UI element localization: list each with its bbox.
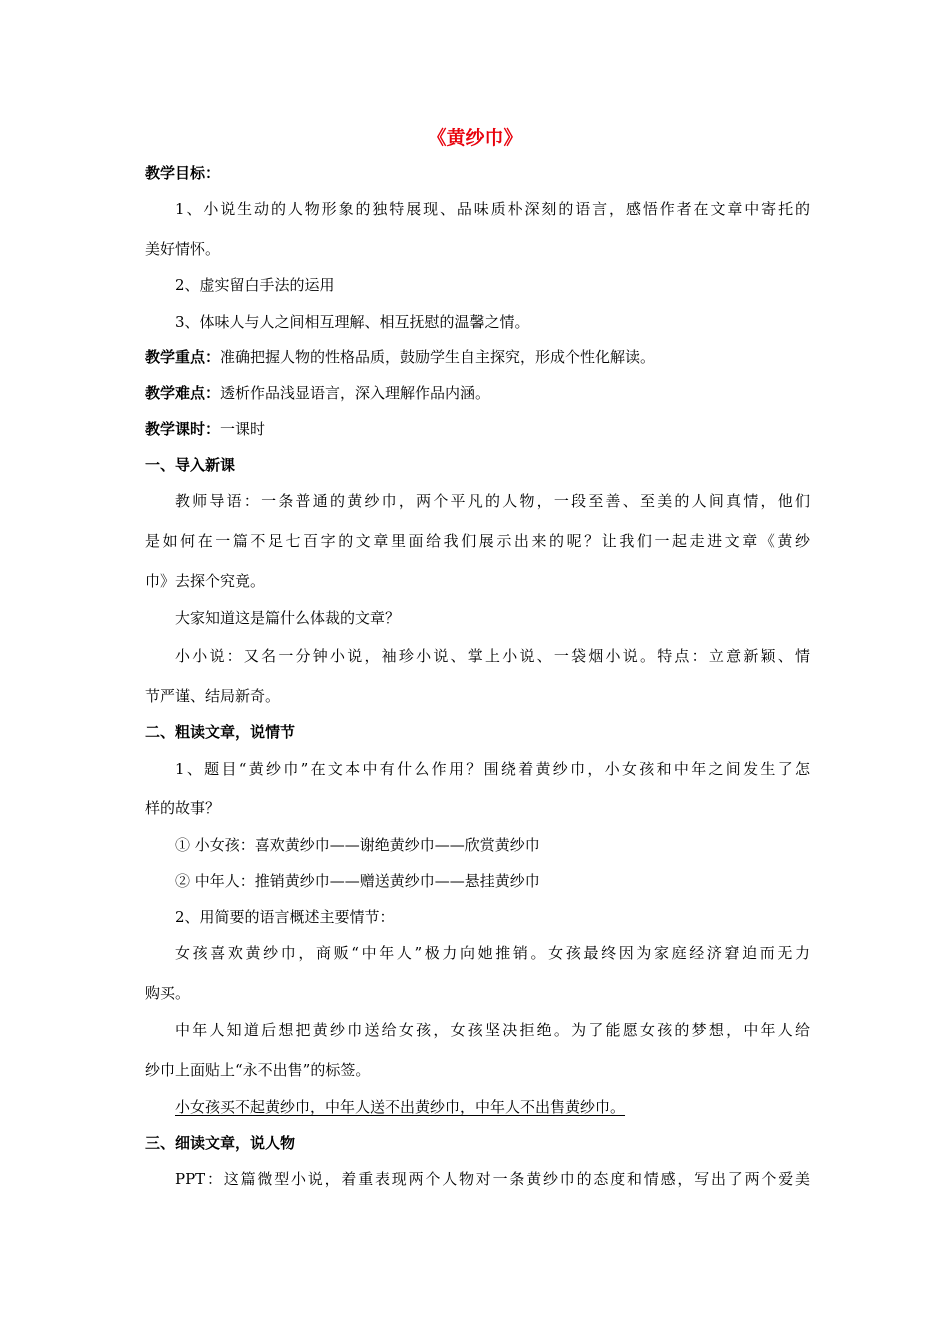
section-3-ppt-line-1: PPT：这篇微型小说，着重表现两个人物对一条黄纱巾的态度和情感，写出了两个爱美 [175,1170,810,1188]
goal-item-1-line-2: 美好情怀。 [145,240,221,258]
section-2-summary-text: 小女孩买不起黄纱巾，中年人送不出黄纱巾，中年人不出售黄纱巾。 [175,1098,626,1116]
section-2-q2: 2、用简要的语言概述主要情节： [175,908,395,926]
periods-text: 一课时 [220,420,266,438]
section-2-girl: ① 小女孩：喜欢黄纱巾——谢绝黄纱巾——欣赏黄纱巾 [175,836,540,854]
goal-item-3: 3、体味人与人之间相互理解、相互抚慰的温馨之情。 [175,313,530,331]
key-point-label: 教学重点： [145,348,221,366]
section-2-heading: 二、粗读文章，说情节 [145,723,296,741]
section-2-plot-1-line-1: 女孩喜欢黄纱巾，商贩“中年人”极力向她推销。女孩最终因为家庭经济窘迫而无力 [175,944,810,962]
section-2-q1-line-2: 样的故事？ [145,799,221,817]
section-2-plot-2-line-2: 纱巾上面贴上“永不出售”的标签。 [145,1061,371,1079]
goal-item-2: 2、虚实留白手法的运用 [175,276,335,294]
section-1-intro-line-3: 巾》去探个究竟。 [145,572,266,590]
key-point [145,346,810,368]
goals-heading: 教学目标： [145,164,221,182]
difficulty [145,382,810,404]
section-1-intro-line-1: 教师导语：一条普通的黄纱巾，两个平凡的人物，一段至善、至美的人间真情，他们 [175,492,810,510]
section-1-heading: 一、导入新课 [145,456,236,474]
periods-label: 教学课时： [145,420,221,438]
key-point-text: 准确把握人物的性格品质，鼓励学生自主探究，形成个性化解读。 [220,348,656,366]
section-3-heading: 三、细读文章，说人物 [145,1134,296,1152]
periods [145,418,810,440]
section-2-plot-1-line-2: 购买。 [145,984,191,1002]
section-1-answer-line-1: 小小说：又名一分钟小说，袖珍小说、掌上小说、一袋烟小说。特点：立意新颖、情 [175,647,810,665]
section-2-q1-line-1: 1、题目“黄纱巾”在文本中有什么作用？围绕着黄纱巾，小女孩和中年之间发生了怎 [175,760,810,778]
section-2-summary [175,1096,810,1118]
section-2-man: ② 中年人：推销黄纱巾——赠送黄纱巾——悬挂黄纱巾 [175,872,540,890]
document-title: 《黄纱巾》 [427,127,523,149]
section-1-question: 大家知道这是篇什么体裁的文章？ [175,609,401,627]
section-1-answer-line-2: 节严谨、结局新奇。 [145,687,281,705]
difficulty-label: 教学难点： [145,384,221,402]
difficulty-text: 透析作品浅显语言，深入理解作品内涵。 [220,384,491,402]
section-2-plot-2-line-1: 中年人知道后想把黄纱巾送给女孩，女孩坚决拒绝。为了能愿女孩的梦想，中年人给 [175,1021,810,1039]
goal-item-1-line-1: 1、小说生动的人物形象的独特展现、品味质朴深刻的语言，感悟作者在文章中寄托的 [175,200,810,218]
section-1-intro-line-2: 是如何在一篇不足七百字的文章里面给我们展示出来的呢？让我们一起走进文章《黄纱 [145,532,810,550]
